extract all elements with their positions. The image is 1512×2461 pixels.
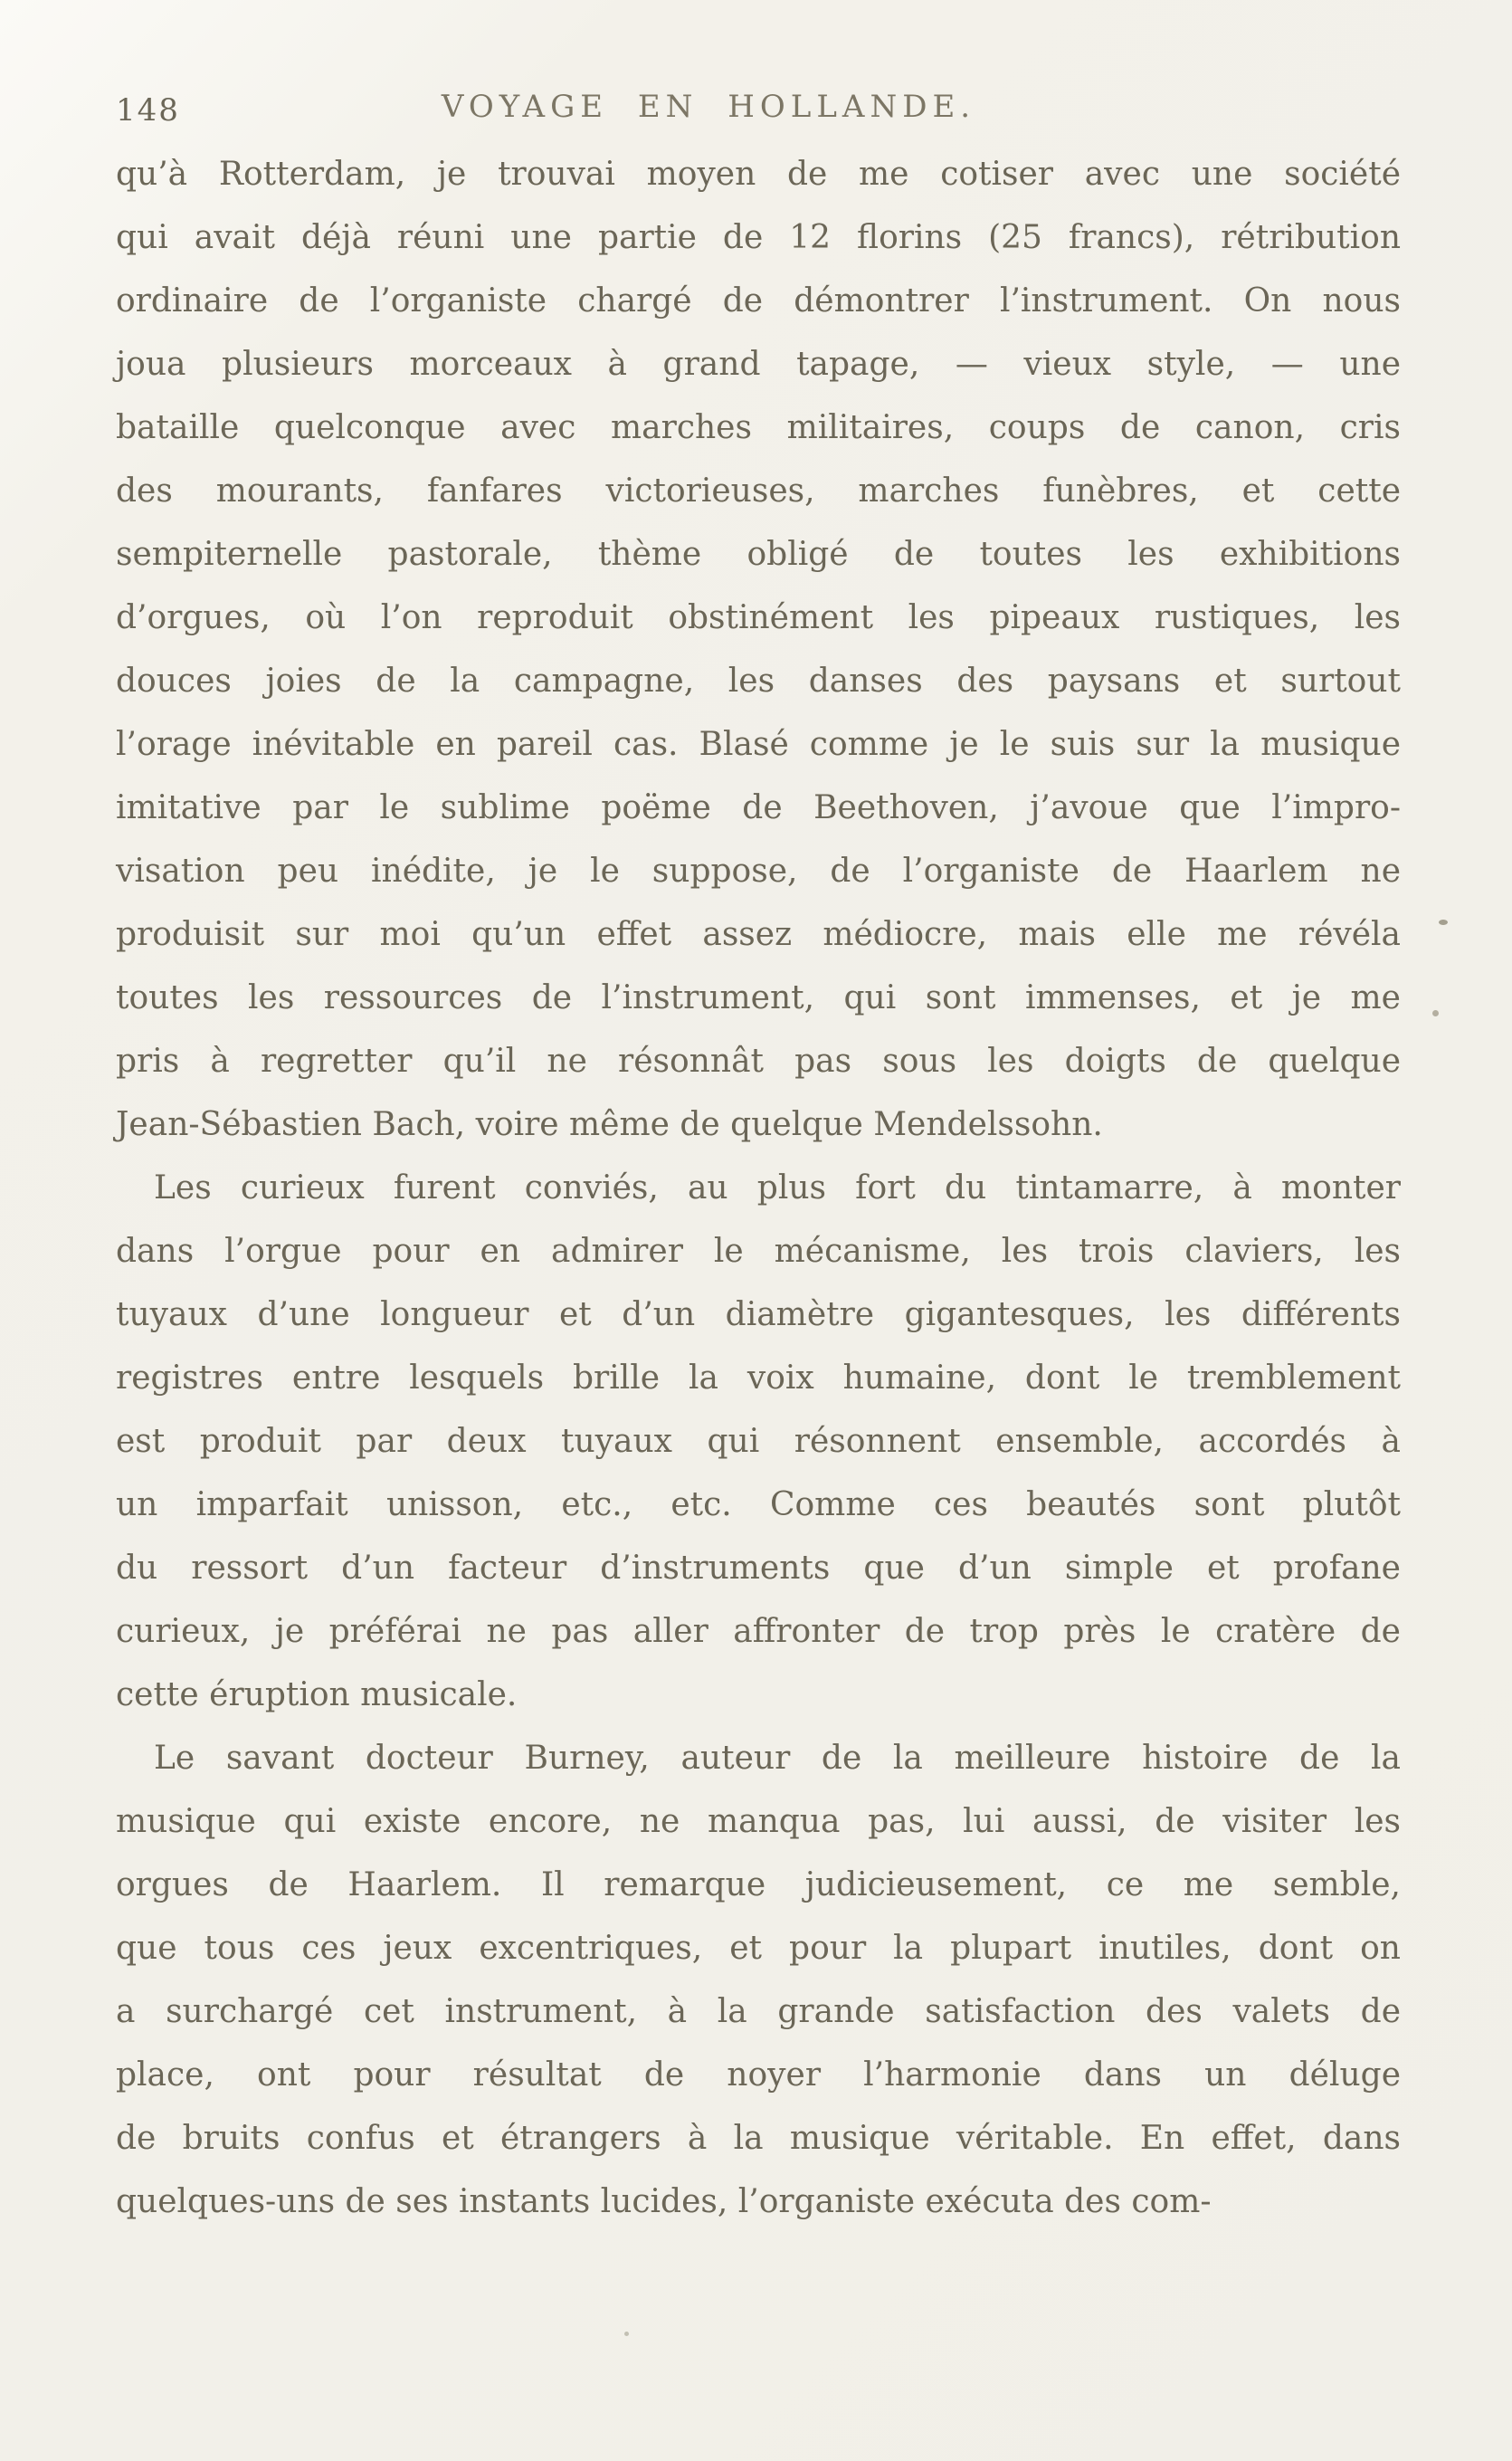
text-line: quelques-uns de ses instants lucides, l’organiste exécuta des com-	[116, 2183, 1212, 2220]
text-line: que tous ces jeux excentriques, et pour la plupart inutiles, dont on	[116, 1930, 1401, 1967]
text-line: douces joies de la campagne, les danses des paysans et surtout	[116, 663, 1401, 700]
page-body	[116, 143, 1401, 2234]
text-line: Le savant docteur Burney, auteur de la meilleure histoire de la	[154, 1740, 1401, 1777]
text-line: tuyaux d’une longueur et d’un diamètre gigantesques, les différents	[116, 1296, 1401, 1333]
running-head	[116, 89, 1401, 132]
page-title: VOYAGE EN HOLLANDE.	[441, 89, 976, 125]
scan-speck	[1439, 920, 1448, 925]
text-line: sempiternelle pastorale, thème obligé de toutes les exhibitions	[116, 536, 1401, 573]
text-line: registres entre lesquels brille la voix humaine, dont le tremblement	[116, 1359, 1401, 1397]
text-line: produisit sur moi qu’un effet assez médiocre, mais elle me révéla	[116, 916, 1401, 953]
text-line: joua plusieurs morceaux à grand tapage, — vieux style, — une	[116, 346, 1401, 383]
scan-speck	[624, 2332, 629, 2336]
text-line: du ressort d’un facteur d’instruments que d’un simple et profane	[116, 1550, 1401, 1587]
text-line: de bruits confus et étrangers à la musique véritable. En effet, dans	[116, 2120, 1401, 2157]
text-line: d’orgues, où l’on reproduit obstinément les pipeaux rustiques, les	[116, 599, 1401, 636]
text-line: est produit par deux tuyaux qui résonnent ensemble, accordés à	[116, 1423, 1401, 1460]
text-line: visation peu inédite, je le suppose, de l’organiste de Haarlem ne	[116, 853, 1401, 890]
scan-speck	[1432, 1010, 1439, 1016]
text-line: l’orage inévitable en pareil cas. Blasé comme je le suis sur la musique	[116, 726, 1401, 763]
text-line: ordinaire de l’organiste chargé de démontrer l’instrument. On nous	[116, 282, 1401, 320]
text-line: toutes les ressources de l’instrument, qui sont immenses, et je me	[116, 979, 1401, 1016]
text-line: orgues de Haarlem. Il remarque judicieusement, ce me semble,	[116, 1866, 1401, 1903]
text-line: place, ont pour résultat de noyer l’harmonie dans un déluge	[116, 2056, 1401, 2094]
text-line: imitative par le sublime poëme de Beethoven, j’avoue que l’impro-	[116, 789, 1401, 826]
text-line: bataille quelconque avec marches militaires, coups de canon, cris	[116, 409, 1401, 446]
text-line: qui avait déjà réuni une partie de 12 florins (25 francs), rétribution	[116, 219, 1401, 256]
text-line: cette éruption musicale.	[116, 1676, 518, 1713]
text-line: musique qui existe encore, ne manqua pas, lui aussi, de visiter les	[116, 1803, 1401, 1840]
text-line: a surchargé cet instrument, à la grande satisfaction des valets de	[116, 1993, 1401, 2030]
text-line: curieux, je préférai ne pas aller affronter de trop près le cratère de	[116, 1613, 1401, 1650]
text-line: dans l’orgue pour en admirer le mécanisme, les trois claviers, les	[116, 1233, 1401, 1270]
text-line: un imparfait unisson, etc., etc. Comme ces beautés sont plutôt	[116, 1486, 1401, 1523]
text-line: qu’à Rotterdam, je trouvai moyen de me cotiser avec une société	[116, 156, 1401, 193]
page-number: 148	[116, 92, 180, 129]
text-line: des mourants, fanfares victorieuses, marches funèbres, et cette	[116, 472, 1401, 510]
text-line: pris à regretter qu’il ne résonnât pas sous les doigts de quelque	[116, 1043, 1401, 1080]
text-line: Les curieux furent conviés, au plus fort du tintamarre, à monter	[154, 1169, 1401, 1207]
text-line: Jean-Sébastien Bach, voire même de quelque Mendelssohn.	[116, 1106, 1103, 1143]
